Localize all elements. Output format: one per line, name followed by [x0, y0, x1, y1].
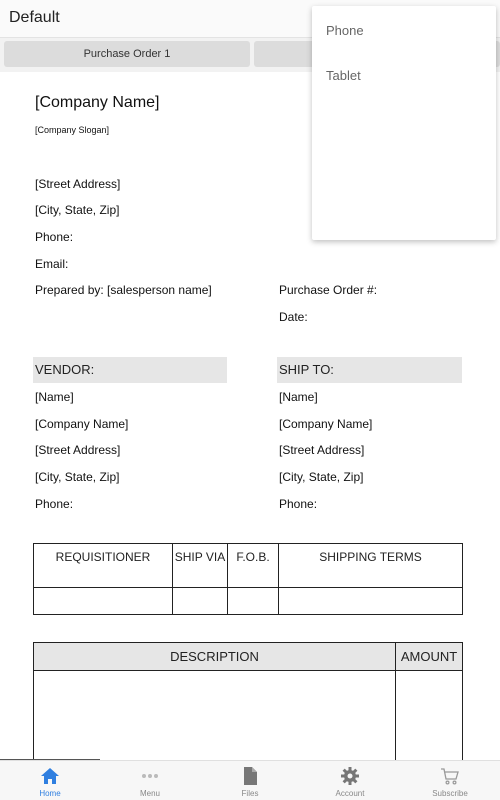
description-cell[interactable]: [34, 671, 396, 761]
dropdown-option-phone[interactable]: Phone: [326, 23, 364, 38]
po-number-label: Purchase Order #:: [279, 283, 378, 297]
ship-to-street: [Street Address]: [279, 443, 365, 457]
tab-files[interactable]: [200, 761, 300, 800]
tab-home[interactable]: [0, 761, 100, 800]
dropdown-option-tablet[interactable]: Tablet: [326, 68, 361, 83]
tab-files-label: Files: [241, 789, 259, 798]
gear-icon: [340, 766, 360, 786]
app-title: Default: [9, 9, 60, 26]
street-address: [Street Address]: [35, 177, 121, 191]
prepared-by: Prepared by: [salesperson name]: [35, 283, 212, 297]
fob-cell[interactable]: [228, 588, 279, 615]
city-state-zip: [City, State, Zip]: [35, 203, 120, 217]
ship-to-header: SHIP TO:: [277, 357, 462, 383]
ship-to-city: [City, State, Zip]: [279, 470, 364, 484]
vendor-name: [Name]: [35, 390, 74, 404]
tab-menu-label: Menu: [139, 789, 160, 798]
email-label: Email:: [35, 257, 69, 271]
company-slogan: [Company Slogan]: [35, 125, 110, 135]
bottom-tab-bar: [0, 760, 500, 800]
sheet-tab-purchase-order-1[interactable]: Purchase Order 1: [4, 41, 250, 67]
vendor-city: [City, State, Zip]: [35, 470, 120, 484]
tab-account-label: Account: [335, 789, 365, 798]
shipping-terms-header: SHIPPING TERMS: [279, 544, 463, 588]
file-icon: [240, 766, 260, 786]
tab-subscribe[interactable]: [400, 761, 500, 800]
description-header: DESCRIPTION: [34, 643, 396, 671]
amount-cell[interactable]: [396, 671, 463, 761]
tab-home-label: Home: [39, 789, 61, 798]
vendor-street: [Street Address]: [35, 443, 121, 457]
home-icon: [40, 766, 60, 786]
shipping-terms-cell[interactable]: [279, 588, 463, 615]
cart-icon: [440, 766, 460, 786]
fob-header: F.O.B.: [228, 544, 279, 588]
ship-via-header: SHIP VIA: [173, 544, 228, 588]
vendor-phone: Phone:: [35, 497, 74, 511]
company-name: [Company Name]: [35, 94, 160, 111]
requisitioner-cell[interactable]: [34, 588, 173, 615]
amount-header: AMOUNT: [396, 643, 463, 671]
ship-via-cell[interactable]: [173, 588, 228, 615]
date-label: Date:: [279, 310, 308, 324]
phone-label: Phone:: [35, 230, 74, 244]
shipping-table: [33, 543, 463, 615]
tab-menu[interactable]: [100, 761, 200, 800]
ship-to-name: [Name]: [279, 390, 318, 404]
tab-account[interactable]: [300, 761, 400, 800]
device-dropdown-menu: [312, 6, 496, 240]
items-table: [33, 642, 463, 760]
vendor-company: [Company Name]: [35, 417, 129, 431]
requisitioner-header: REQUISITIONER: [34, 544, 173, 588]
tab-subscribe-label: Subscribe: [432, 789, 468, 798]
ship-to-phone: Phone:: [279, 497, 318, 511]
ship-to-company: [Company Name]: [279, 417, 373, 431]
dots-icon: [140, 766, 160, 786]
vendor-header: VENDOR:: [33, 357, 227, 383]
